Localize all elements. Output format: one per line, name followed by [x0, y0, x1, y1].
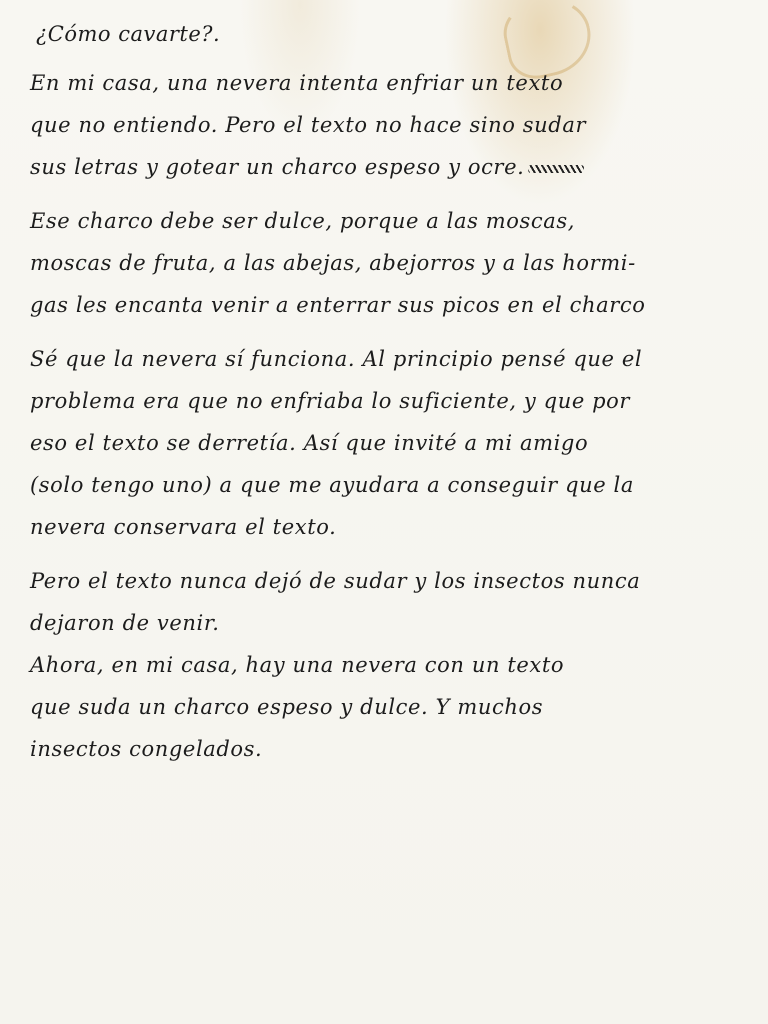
page-title: ¿Cómo cavarte?. — [36, 22, 221, 46]
text-line: dejaron de venir. — [30, 611, 220, 635]
text-line: Ese charco debe ser dulce, porque a las moscas, — [30, 209, 576, 233]
paragraph-5 — [30, 644, 760, 770]
paragraph-3 — [30, 338, 760, 548]
text-line: que suda un charco espeso y dulce. Y muchos — [30, 695, 544, 719]
paragraph-1 — [30, 62, 760, 188]
crossed-out-word — [528, 165, 584, 173]
text-line: Ahora, en mi casa, hay una nevera con un texto — [30, 653, 565, 677]
text-line: (solo tengo uno) a que me ayudara a conseguir que la — [30, 473, 634, 497]
text-line: Sé que la nevera sí funciona. Al principio pensé que el — [30, 347, 643, 371]
text-line: nevera conservara el texto. — [30, 515, 337, 539]
text-line-with-scribble — [30, 146, 760, 188]
text-line: gas les encanta venir a enterrar sus picos en el charco — [30, 293, 646, 317]
paragraph-4 — [30, 560, 760, 644]
text-line: sus letras y gotear un charco espeso y ocre. — [30, 155, 525, 179]
paragraph-2 — [30, 200, 760, 326]
text-line: problema era que no enfriaba lo suficiente, y que por — [30, 389, 631, 413]
text-line: insectos congelados. — [30, 737, 263, 761]
text-line: eso el texto se derretía. Así que invité a mi amigo — [30, 431, 589, 455]
text-line: Pero el texto nunca dejó de sudar y los insectos nunca — [30, 569, 641, 593]
text-line: En mi casa, una nevera intenta enfriar un texto — [30, 71, 564, 95]
handwritten-text — [30, 14, 760, 782]
text-line: moscas de fruta, a las abejas, abejorros y a las hormi- — [30, 251, 636, 275]
text-line: que no entiendo. Pero el texto no hace sino sudar — [30, 113, 587, 137]
